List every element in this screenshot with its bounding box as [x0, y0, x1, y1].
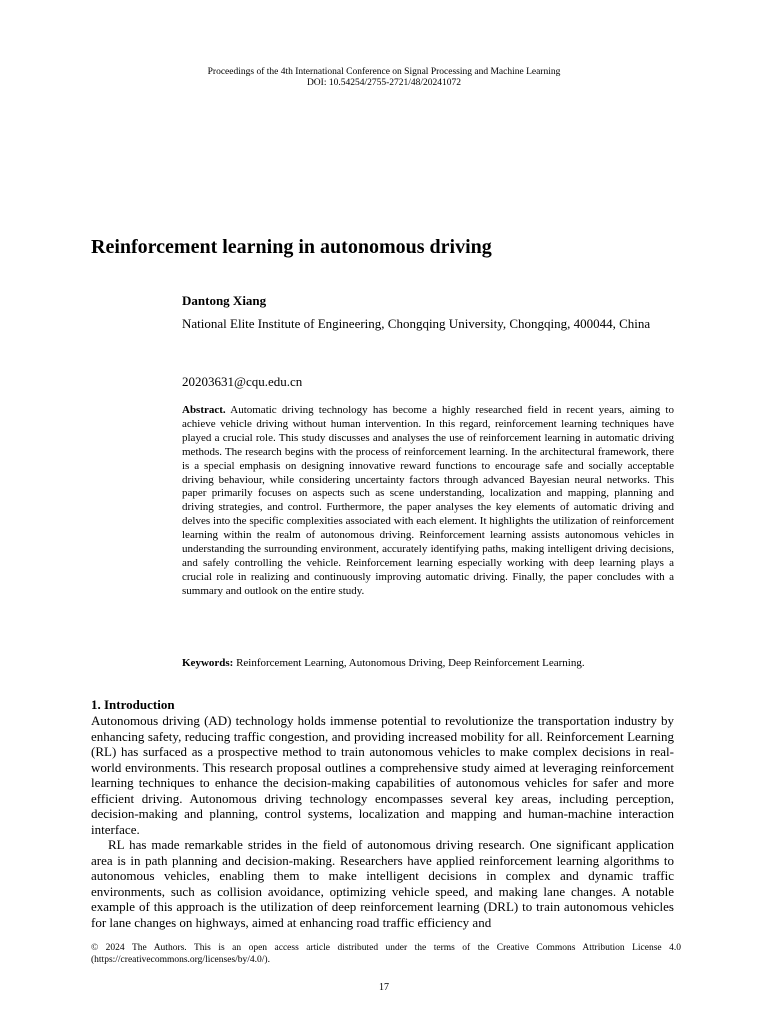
- introduction-section: [91, 697, 674, 930]
- license-notice: © 2024 The Authors. This is an open access article distributed under the terms of the Creative Commons Attribution License 4.0 (https://creativecommons.org/licenses/by/4.0/).: [91, 943, 681, 965]
- abstract-label: Abstract.: [182, 404, 226, 416]
- section-heading: 1. Introduction: [91, 697, 175, 712]
- conference-name: Proceedings of the 4th International Conference on Signal Processing and Machine Learning: [207, 67, 561, 77]
- keywords: [182, 656, 674, 670]
- page-number: 17: [379, 982, 389, 993]
- author-email: 20203631@cqu.edu.cn: [182, 374, 303, 389]
- running-header: [0, 67, 768, 89]
- keywords-text: Reinforcement Learning, Autonomous Driving, Deep Reinforcement Learning.: [236, 657, 585, 669]
- abstract-text: Automatic driving technology has become a highly researched field in recent years, aiming to achieve vehicle driving without human intervention. In this regard, reinforcement learning techniques have played a crucial role. This study discusses and analyses the use of reinforcement learning in automatic driving methods. The research begins with the process of reinforcement learning. In the architectural framework, there is a special emphasis on designing innovative reward functions to encourage safe and socially acceptable driving behaviour, while considering uncertainty factors through advanced Bayesian neural networks. This paper primarily focuses on aspects such as scene understanding, localization and mapping, planning and driving strategies, and control. Furthermore, the paper analyses the key elements of automatic driving and delves into the specific complexities associated with each element. It highlights the utilization of reinforcement learning within the realm of autonomous driving. Reinforcement learning assists autonomous vehicles in understanding the surrounding environment, accurately identifying paths, making intelligent driving decisions, and safely controlling the vehicle. Reinforcement learning especially working with deep learning plays a crucial role in realizing and continuously improving automatic driving. Finally, the paper concludes with a summary and outlook on the entire study.: [182, 404, 674, 597]
- body-paragraph: Autonomous driving (AD) technology holds immense potential to revolutionize the transportation industry by enhancing safety, reducing traffic congestion, and providing increased mobility for all. Reinforcement Learning (RL) has surfaced as a prospective method to train autonomous vehicles to make complex decisions in real-world environments. This research proposal outlines a comprehensive study aimed at leveraging reinforcement learning techniques to enhance the decision-making capabilities of autonomous vehicles for safer and more efficient driving. Autonomous driving technology encompasses several key areas, including perception, decision-making and planning, control systems, localization and mapping and human-machine interaction interface.: [91, 713, 674, 837]
- keywords-label: Keywords:: [182, 657, 234, 669]
- author-name: Dantong Xiang: [182, 293, 267, 308]
- body-paragraph: RL has made remarkable strides in the field of autonomous driving research. One significant application area is in path planning and decision-making. Researchers have applied reinforcement learning algorithms to autonomous vehicles, enabling them to make intelligent decisions in complex and dynamic traffic environments, such as collision avoidance, optimizing vehicle speed, and making lane changes. A notable example of this approach is the utilization of deep reinforcement learning (DRL) to train autonomous vehicles for lane changes on highways, aimed at enhancing road traffic efficiency and: [91, 837, 674, 930]
- author-affiliation: National Elite Institute of Engineering, Chongqing University, Chongqing, 400044, China: [182, 316, 651, 331]
- paper-title: Reinforcement learning in autonomous driving: [91, 236, 492, 258]
- doi-line: DOI: 10.54254/2755-2721/48/20241072: [306, 78, 462, 88]
- abstract: [182, 404, 674, 599]
